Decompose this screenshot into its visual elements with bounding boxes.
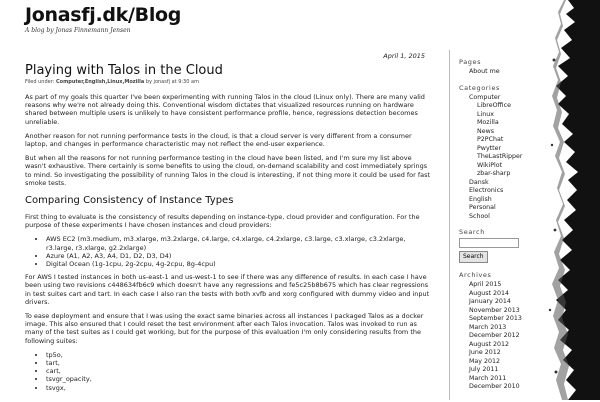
post-paragraph-1: As part of my goals this quarter I've been experimenting with running Talos in the cloud (Linux only). There are many valid reasons why we're not already doing this. Conventional wisdom dictates that visualized resources running on hardware shared between multiple users is unlikely to have consistent performance profile, hence, regressions detection becomes unreliable. <box>25 93 425 126</box>
main-content <box>25 52 431 402</box>
archive-item[interactable]: May 2012 <box>469 357 501 365</box>
category-item[interactable]: Mozilla <box>477 119 499 126</box>
category-item[interactable]: Pwytter <box>477 144 502 152</box>
archive-item[interactable]: December 2010 <box>469 383 520 390</box>
instance-list <box>25 235 431 268</box>
category-item[interactable]: LibreOffice <box>477 102 511 109</box>
post-paragraph-2: Another reason for not running performance tests in the cloud, is that a cloud server is very different from a consumer laptop, and changes in performance characteristic may not reflect the end-user experience. <box>25 131 412 149</box>
categories-title: Categories <box>459 83 501 92</box>
category-item[interactable]: English <box>469 195 492 203</box>
archive-item[interactable]: July 2011 <box>469 366 499 373</box>
category-item[interactable]: Dansk <box>469 178 489 186</box>
post-title[interactable]: Playing with Talos in the Cloud <box>25 63 223 78</box>
archive-item[interactable]: September 2013 <box>469 315 522 322</box>
suite-list <box>25 351 431 392</box>
post-meta <box>25 79 431 86</box>
category-item[interactable]: School <box>469 212 490 220</box>
list-item: • tsvgr_opacity, <box>46 375 431 383</box>
site-title[interactable]: Jonasfj.dk/Blog <box>25 4 182 26</box>
archive-item[interactable]: March 2013 <box>469 323 507 331</box>
archive-item[interactable]: December 2012 <box>469 332 520 339</box>
post-entry <box>25 93 431 392</box>
sidebar-divider <box>449 50 450 400</box>
archives-title: Archives <box>459 271 492 279</box>
archive-item[interactable]: April 2015 <box>469 281 502 288</box>
archive-item[interactable]: March 2011 <box>469 374 507 382</box>
category-item[interactable]: Linux <box>477 110 494 118</box>
post-meta-byline: by jonasfj at 9:30 am <box>145 79 199 85</box>
post-date: April 1, 2015 <box>383 52 425 60</box>
post-paragraph-5: For AWS I tested instances in both us-east-1 and us-west-1 to see if there was any difference of results. In each case I have been using two revisions c448634fb6c9 which doesn't have any regressions and fe5c25b8b675 which has clear regressions in test suites cart and tart. In each case I also ran the tests with both xvfb and xorg configured with dummy video and input drivers. <box>25 273 430 306</box>
post-paragraph-3: But when all the reasons for not running performance testing in the cloud have been listed, and I'm sure my list above wasn't exhaustive. There certainly is some benefits to using the cloud, on-demand scalability and cost immediately springs to mind. So investigating the possibility of running Talos in the cloud is interesting, if not thing more it could be used for fast smoke tests. <box>25 154 431 187</box>
list-item: • tsvgx, <box>46 384 431 392</box>
category-item[interactable]: WikiPlot <box>477 161 503 169</box>
search-title: Search <box>459 228 485 236</box>
archive-item[interactable]: August 2014 <box>469 289 510 297</box>
post-meta-categories[interactable]: Computer,English,Linux,Mozilla <box>55 79 145 85</box>
list-item: • Azure (A1, A2, A3, A4, D1, D2, D3, D4) <box>46 252 431 260</box>
archive-item[interactable]: August 2012 <box>469 340 510 348</box>
list-item: • tp5o, <box>46 351 431 359</box>
post-meta-prefix: Filed under: <box>25 79 55 85</box>
post-heading: Comparing Consistency of Instance Types <box>25 195 234 207</box>
archive-item[interactable]: January 2014 <box>469 298 511 305</box>
grunge-border-decoration <box>528 0 600 400</box>
archive-item[interactable]: November 2013 <box>469 306 520 314</box>
archive-item[interactable]: June 2012 <box>469 349 501 356</box>
list-item: • AWS EC2 (m3.medium, m3.xlarge, m3.2xlarge, c4.large, c4.xlarge, c4.2xlarge, c3.large, c3.xlarge, c3.2xlarge, r3.large, r3.xlarge, g2.2xlarge) <box>46 235 431 251</box>
list-item: • cart, <box>46 367 431 375</box>
search-button[interactable]: Search <box>459 251 488 263</box>
post-paragraph-6: To ease deployment and ensure that I was using the exact same binaries across all instances I packaged Talos as a docker image. This also ensured that I could reset the test environment after each Talos invocation. Talos was invoked to run as many of the test suites as I could get working, but for the purpose of this evaluation I'm only considering results from the following suites: <box>25 312 424 345</box>
pages-title: Pages <box>459 58 482 66</box>
category-label[interactable]: Computer <box>469 93 501 101</box>
list-item: • Digital Ocean (1g-1cpu, 2g-2cpu, 4g-2cpu, 8g-4cpu) <box>46 260 431 268</box>
site-description: A blog by Jonas Finnemann Jensen <box>25 27 131 34</box>
category-item[interactable]: zbar-sharp <box>477 170 511 177</box>
category-item[interactable]: Electronics <box>469 187 504 194</box>
category-item[interactable]: Personal <box>469 204 496 211</box>
category-item[interactable]: News <box>477 127 495 135</box>
list-item: • tart, <box>46 359 431 367</box>
post-paragraph-4: First thing to evaluate is the consistency of results depending on instance-type, cloud provider and configuration. For the purpose of these experiments I have chosen instances and cloud providers: <box>25 213 420 230</box>
search-input[interactable] <box>459 238 519 248</box>
category-item[interactable]: P2PChat <box>477 136 504 143</box>
sidebar-item-about-me[interactable]: About me <box>469 68 500 75</box>
category-item[interactable]: TheLastRipper <box>477 153 523 160</box>
